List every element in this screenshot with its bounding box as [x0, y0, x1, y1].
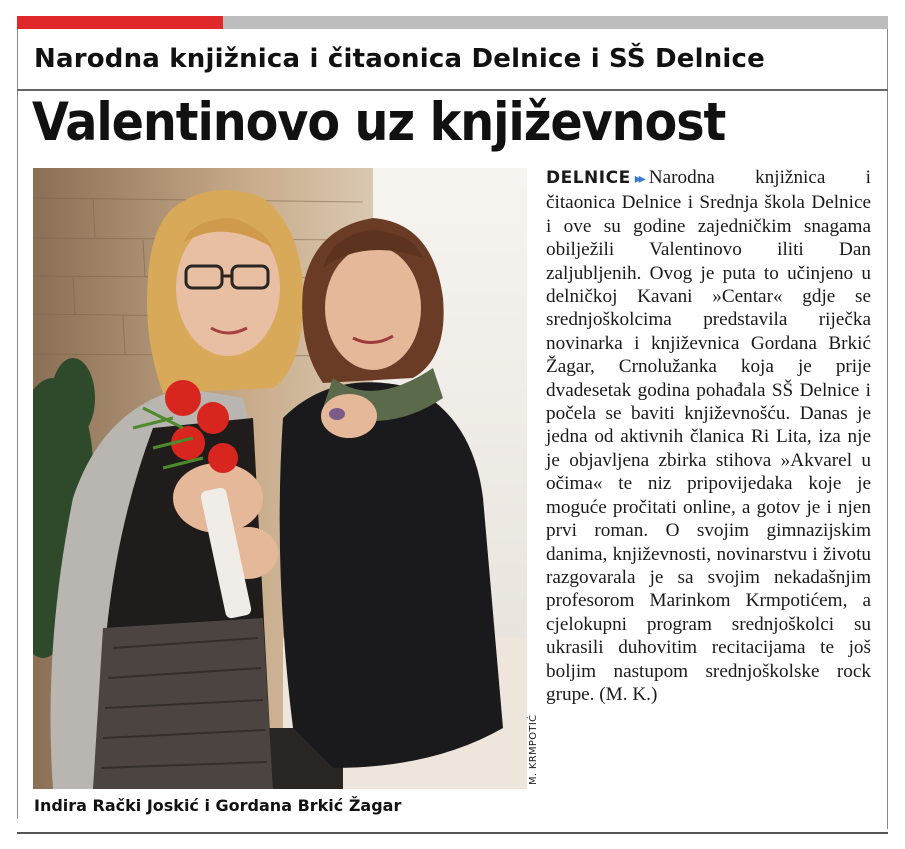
article-photo: [33, 168, 527, 789]
kicker-divider: [17, 89, 888, 91]
article-headline: Valentinovo uz književnost: [32, 92, 726, 153]
dateline-arrows-icon: ▸▸: [634, 172, 643, 187]
top-accent-bar: [17, 16, 223, 29]
top-color-bar: [17, 16, 888, 29]
article-dateline: DELNICE: [546, 168, 631, 188]
photo-credit: M. KRMPOTIĆ: [528, 714, 539, 785]
article-body-text: Narodna knjižnica i čitaonica Delnice i Srednja škola Delnice i ove su godine zajedničkim snagama obilježili Valentinovo iliti Dan zaljubljenih. Ovog je puta to učinjeno u delničkoj Kavani »Centar« gdje se srednjoškolcima predstavila riječka novinarka i književnica Gordana Brkić Žagar, Crnolužanka koja je prije dvadesetak godina pohađala SŠ Delnice i počela se baviti književnošću. Danas je jedna od aktivnih članica Ri Lita, iza nje je objavljena zbirka stihova »Akvarel u očima« te niz pripovijedaka koje je moguće pročitati online, a gotov je i njen prvi roman. O svojim gimnazijskim danima, književnosti, novinarstvu i životu razgovarala je sa svojim nekadašnjim profesorom Marinkom Krmpotićem, a cjelokupni program srednjoškolci su ukrasili duhovitim recitacijama te još boljim nastupom srednjoškolske rock grupe. (M. K.): [546, 167, 871, 705]
bottom-divider: [17, 832, 888, 834]
photo-illustration: [33, 168, 527, 789]
photo-caption: Indira Rački Joskić i Gordana Brkić Žagar: [34, 796, 402, 815]
article-body: [546, 166, 871, 706]
article-kicker: Narodna knjižnica i čitaonica Delnice i SŠ Delnice: [34, 44, 765, 74]
frame-right-border: [887, 29, 888, 829]
frame-left-border: [17, 29, 18, 819]
